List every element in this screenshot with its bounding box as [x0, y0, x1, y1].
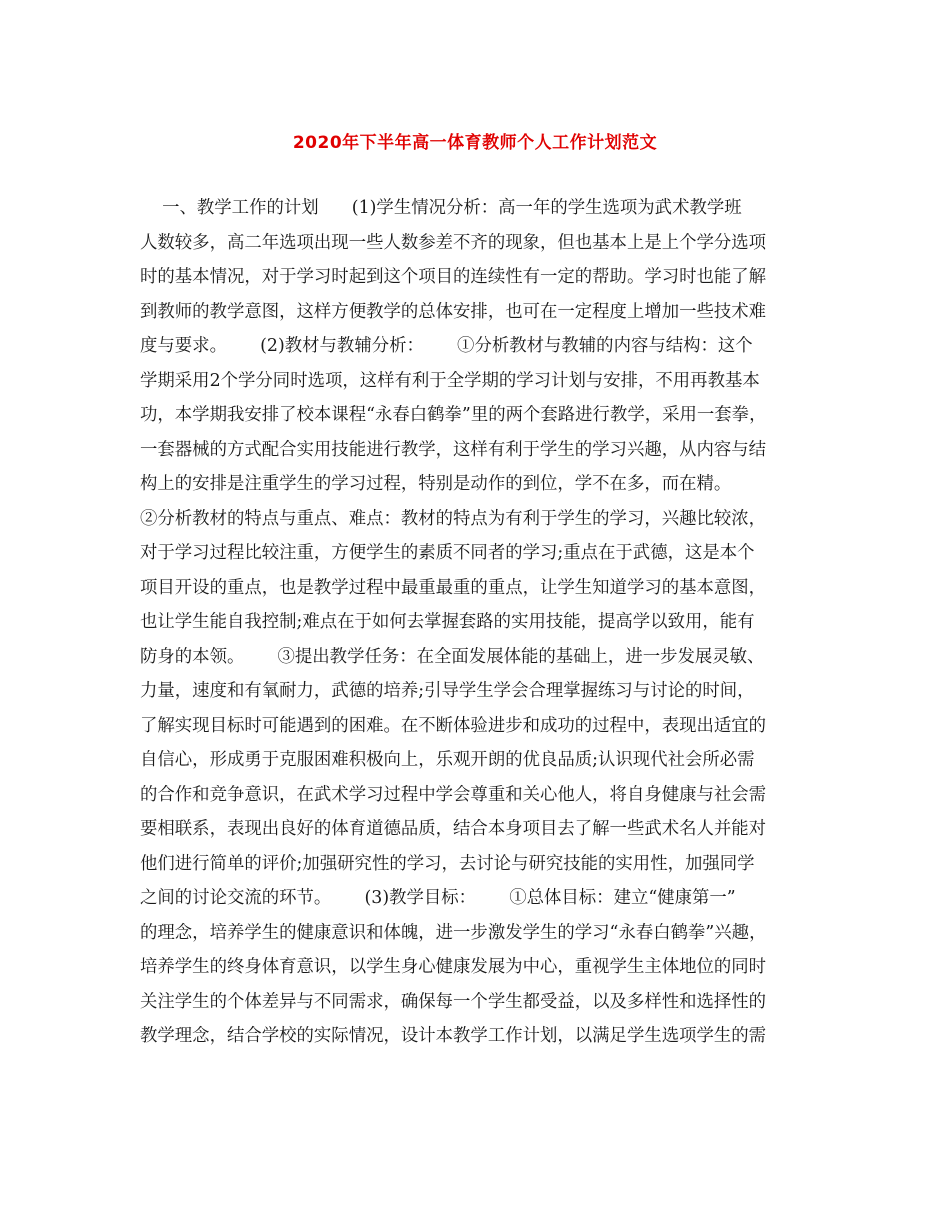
paragraph-line: 培养学生的终身体育意识，以学生身心健康发展为中心，重视学生主体地位的同时 [140, 957, 767, 977]
paragraph-line: 之间的讨论交流的环节。 (3)教学目标： ①总体目标：建立“健康第一” [140, 888, 736, 908]
paragraph-line: 时的基本情况，对于学习时起到这个项目的连续性有一定的帮助。学习时也能了解 [140, 267, 767, 287]
paragraph-line: 度与要求。 (2)教材与教辅分析： ①分析教材与教辅的内容与结构：这个 [140, 336, 753, 356]
paragraph-line: 力量，速度和有氧耐力，武德的培养;引导学生学会合理掌握练习与讨论的时间， [140, 681, 755, 701]
paragraph-line: 自信心，形成勇于克服困难积极向上，乐观开朗的优良品质;认识现代社会所必需 [140, 750, 755, 770]
paragraph-line: 他们进行简单的评价;加强研究性的学习，去讨论与研究技能的实用性，加强同学 [140, 853, 755, 874]
paragraph-line: 的理念，培养学生的健康意识和体魄，进一步激发学生的学习“永春白鹤拳”兴趣， [140, 922, 767, 943]
paragraph-line: 一套器械的方式配合实用技能进行教学，这样有利于学生的学习兴趣，从内容与结 [140, 439, 767, 460]
paragraph-line: ②分析教材的特点与重点、难点：教材的特点为有利于学生的学习，兴趣比较浓， [140, 508, 767, 529]
paragraph-line: 防身的本领。 ③提出教学任务：在全面发展体能的基础上，进一步发展灵敏、 [140, 646, 765, 667]
paragraph-line: 也让学生能自我控制;难点在于如何去掌握套路的实用技能，提高学以致用，能有 [140, 612, 755, 632]
paragraph-line: 的合作和竞争意识，在武术学习过程中学会尊重和关心他人，将自身健康与社会需 [140, 784, 767, 805]
paragraph-line: 到教师的教学意图，这样方便教学的总体安排，也可在一定程度上增加一些技术难 [140, 301, 767, 322]
paragraph-line: 要相联系，表现出良好的体育道德品质，结合本身项目去了解一些武术名人并能对 [140, 819, 767, 839]
paragraph-line: 关注学生的个体差异与不同需求，确保每一个学生都受益，以及多样性和选择性的 [140, 991, 767, 1012]
paragraph-line: 人数较多，高二年选项出现一些人数参差不齐的现象，但也基本上是上个学分选项 [140, 232, 767, 253]
paragraph-line: 功，本学期我安排了校本课程“永春白鹤拳”里的两个套路进行教学，采用一套拳， [140, 405, 767, 425]
paragraph-line: 构上的安排是注重学生的学习过程，特别是动作的到位，学不在多，而在精。 [140, 474, 732, 494]
paragraph-line: 学期采用2个学分同时选项，这样有利于全学期的学习计划与安排，不用再教基本 [140, 370, 760, 391]
paragraph-line: 了解实现目标时可能遇到的困难。在不断体验进步和成功的过程中，表现出适宜的 [140, 715, 767, 736]
paragraph-line: 对于学习过程比较注重，方便学生的素质不同者的学习;重点在于武德，这是本个 [140, 543, 755, 563]
document-title: 2020年下半年高一体育教师个人工作计划范文 [292, 133, 658, 153]
document-body [140, 191, 830, 1054]
paragraph-line: 一、教学工作的计划 (1)学生情况分析：高一年的学生选项为武术教学班 [140, 198, 742, 218]
paragraph-line: 教学理念，结合学校的实际情况，设计本教学工作计划，以满足学生选项学生的需 [140, 1026, 767, 1046]
paragraph-line: 项目开设的重点，也是教学过程中最重最重的重点，让学生知道学习的基本意图， [140, 577, 767, 598]
